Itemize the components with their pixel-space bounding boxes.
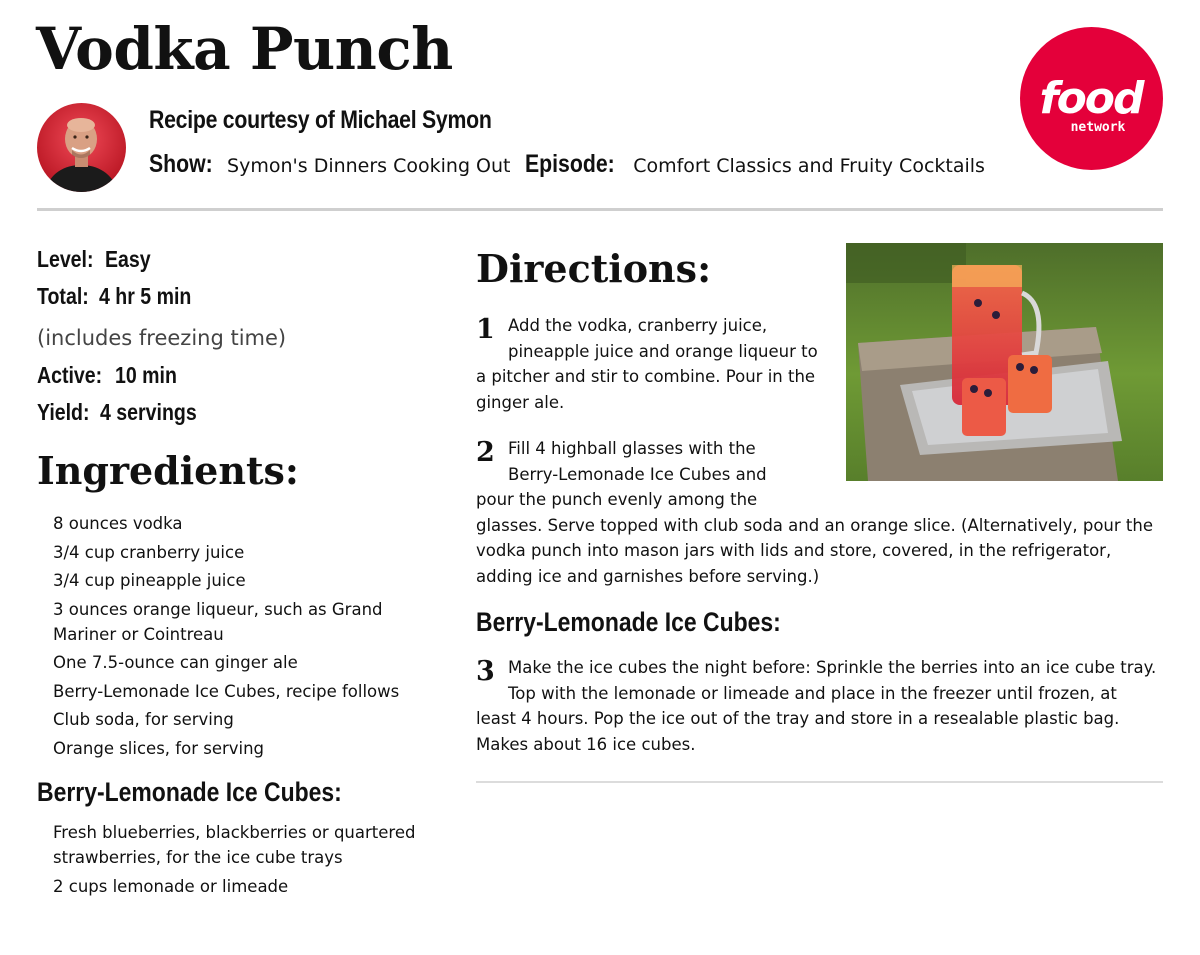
yield-row — [37, 399, 214, 426]
logo-sub: network — [1070, 120, 1126, 135]
level-row — [37, 246, 158, 273]
step-number: 2 — [476, 437, 495, 468]
ingredient-item: Fresh blueberries, blackberries or quartered strawberries, for the ice cube trays — [53, 823, 416, 867]
ingredient-item[interactable]: Berry-Lemonade Ice Cubes, recipe follows — [53, 681, 400, 701]
step-text: Fill 4 highball glasses with the Berry-Lemonade Ice Cubes and pour the punch evenly among the glasses. Serve topped with club soda and an orange slice. (Alternatively, pour the vodka punch into mason jars with lids and store, covered, in the refrigerator, adding ice and garnishes before serving.) — [476, 439, 1153, 586]
active-label: Active: — [37, 362, 103, 388]
ingredient-item: One 7.5-ounce can ginger ale — [53, 653, 298, 672]
chef-avatar — [37, 103, 126, 192]
show-link[interactable]: Symon's Dinners Cooking Out — [227, 155, 511, 177]
ingredients-subheading: Berry-Lemonade Ice Cubes: — [37, 777, 342, 807]
ingredient-item: 3 ounces orange liqueur, such as Grand Mariner or Cointreau — [53, 599, 383, 644]
step-number: 1 — [476, 314, 495, 345]
total-row — [37, 283, 208, 310]
ingredient-item: 2 cups lemonade or limeade — [53, 876, 289, 896]
directions-divider — [476, 781, 1163, 783]
ingredient-item: 3/4 cup pineapple juice — [53, 571, 246, 590]
direction-step-1 — [476, 313, 824, 415]
yield-label: Yield: — [37, 399, 90, 425]
ingredient-item: Club soda, for serving — [53, 710, 234, 729]
step-text: Make the ice cubes the night before: Sprinkle the berries into an ice cube tray. Top with the lemonade or limeade and place in the freezer until frozen, at least 4 hours. Pop the ice out of the tray and store in a resealable plastic bag. Makes about 16 ice cubes. — [476, 658, 1157, 754]
level-value: Easy — [104, 246, 151, 272]
episode-link[interactable]: Comfort Classics and Fruity Cocktails — [633, 155, 985, 177]
total-value: 4 hr 5 min — [99, 283, 192, 309]
header-divider — [37, 208, 1163, 211]
ingredients-list — [53, 511, 433, 764]
episode-label: Episode: — [524, 150, 615, 178]
ingredients-heading: Ingredients: — [37, 448, 299, 493]
logo-word: food — [1039, 73, 1143, 124]
active-value: 10 min — [114, 362, 177, 388]
direction-step-2 — [476, 436, 1161, 589]
ice-cube-ingredients-list — [53, 820, 433, 902]
show-label: Show: — [149, 150, 213, 178]
photo-wrap-spacer — [806, 436, 1161, 488]
show-episode-line — [149, 150, 993, 179]
total-label: Total: — [37, 283, 89, 309]
directions-heading: Directions: — [476, 246, 712, 291]
ingredient-item: 8 ounces vodka — [53, 514, 183, 533]
level-label: Level: — [37, 246, 94, 272]
step-text: Add the vodka, cranberry juice, pineapple juice and orange liqueur to a pitcher and stir to combine. Pour in the ginger ale. — [476, 316, 818, 412]
recipe-title: Vodka Punch — [36, 15, 453, 83]
ingredient-item: Orange slices, for serving — [53, 738, 265, 758]
yield-value: 4 servings — [99, 399, 197, 425]
active-row — [37, 362, 188, 389]
directions-subheading: Berry-Lemonade Ice Cubes: — [476, 607, 781, 637]
step-number: 3 — [476, 656, 495, 687]
ingredient-item: 3/4 cup cranberry juice — [53, 542, 245, 562]
recipe-courtesy: Recipe courtesy of Michael Symon — [149, 106, 492, 134]
direction-step-3 — [476, 655, 1161, 757]
food-network-logo[interactable] — [1020, 27, 1163, 170]
total-note: (includes freezing time) — [37, 326, 287, 350]
